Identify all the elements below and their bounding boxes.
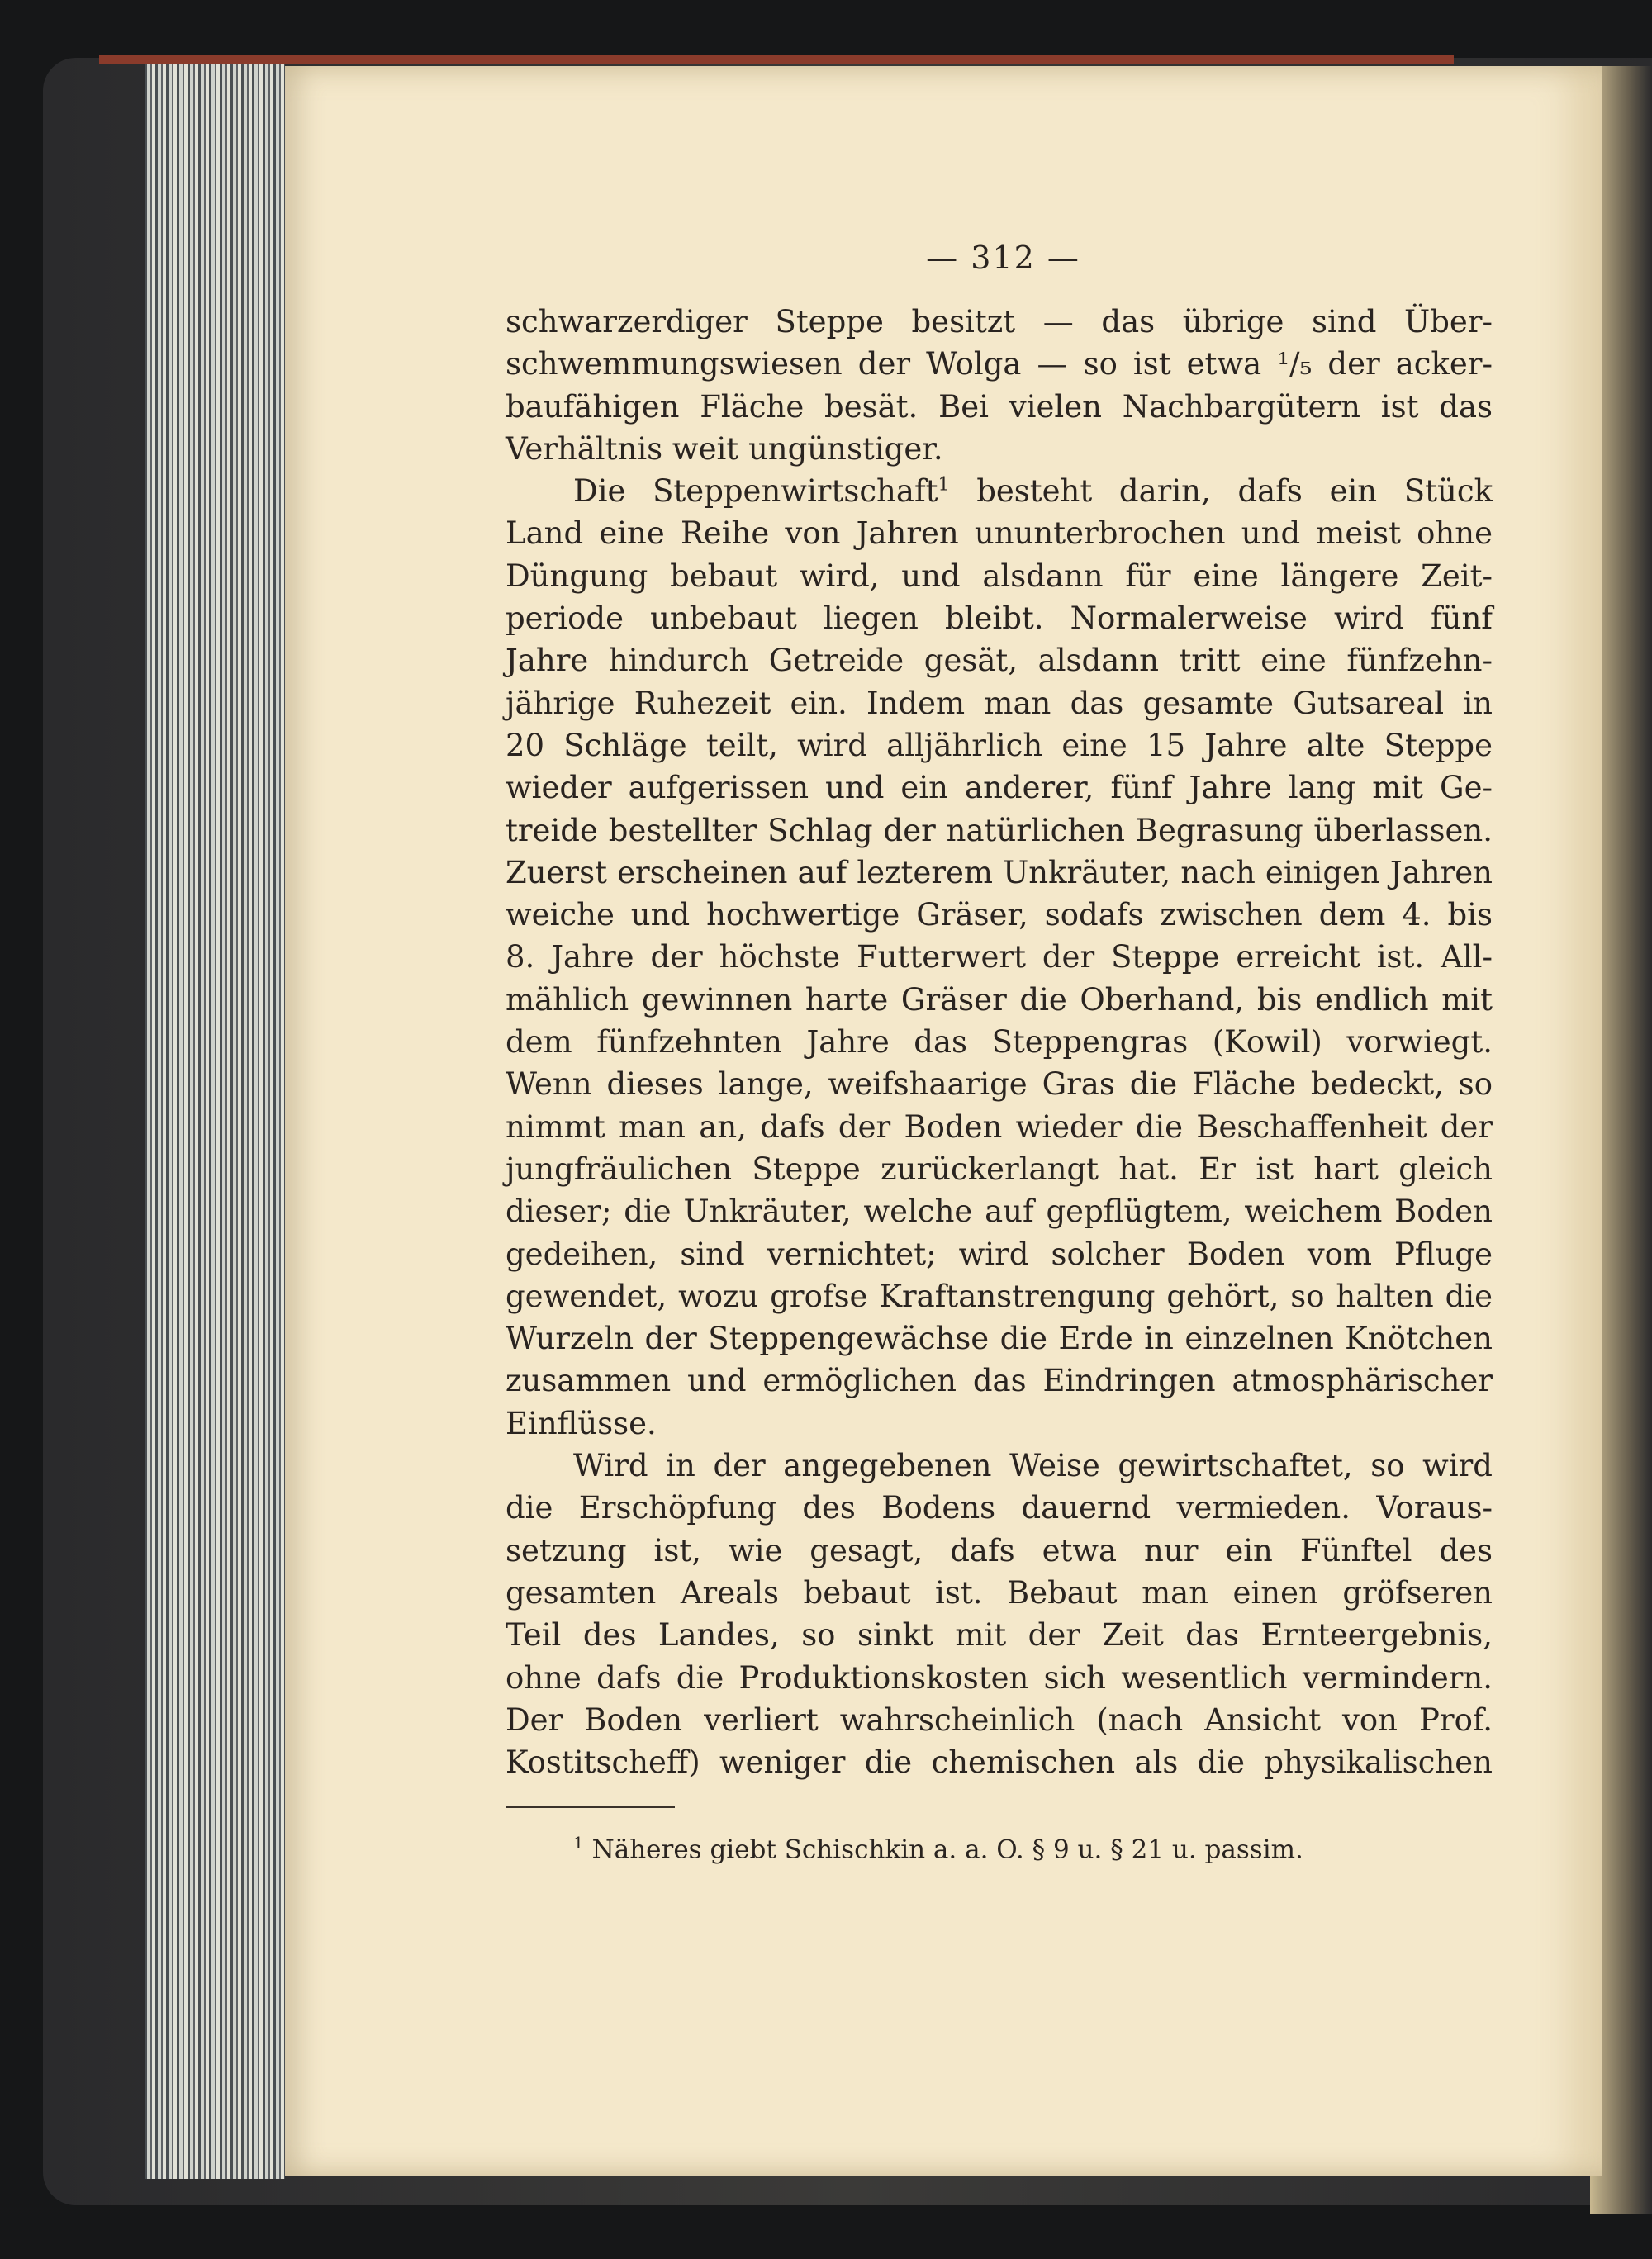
- footnote-text: Näheres giebt Schischkin a. a. O. § 9 u. § 21 u. passim.: [591, 1834, 1303, 1865]
- text-line: treide bestellter Schlag der natürlichen Begrasung überlassen.: [506, 812, 1493, 848]
- text-line: ohne dafs die Produktionskosten sich wesentlich vermindern.: [506, 1659, 1493, 1696]
- text-line: weiche und hochwertige Gräser, sodafs zwischen dem 4. bis: [506, 897, 1493, 933]
- text-line: jungfräulichen Steppe zurückerlangt hat. Er ist hart gleich: [506, 1151, 1493, 1187]
- text-line: Teil des Landes, so sinkt mit der Zeit das Ernteergebnis,: [506, 1617, 1493, 1654]
- text-line: Wurzeln der Steppengewächse die Erde in einzelnen Knötchen: [506, 1321, 1493, 1357]
- footnote-mark: 1: [573, 1833, 584, 1853]
- text-line: Der Boden verliert wahrscheinlich (nach Ansicht von Prof.: [506, 1701, 1493, 1738]
- text-line: jährige Ruhezeit ein. Indem man das gesamte Gutsareal in: [506, 685, 1493, 721]
- cover-edge-binding: [99, 55, 1454, 64]
- text-line: Kostitscheff) weniger die chemischen als die physikalischen: [506, 1744, 1493, 1781]
- text-line: 8. Jahre der höchste Futterwert der Steppe erreicht ist. All-: [506, 939, 1493, 975]
- footnote-divider: [506, 1806, 675, 1808]
- page-text-block: [506, 240, 1493, 1867]
- text-line: setzung ist, wie gesagt, dafs etwa nur ein Fünftel des: [506, 1532, 1493, 1568]
- footnote-reference: 1: [938, 474, 950, 496]
- text-segment: Die Steppenwirtschaft: [573, 473, 938, 510]
- footnote: [506, 1826, 1493, 1866]
- text-line-with-footnote: [506, 470, 1493, 512]
- text-line: Wird in der angegebenen Weise gewirtschaftet, so wird: [573, 1448, 1493, 1484]
- text-line: 20 Schläge teilt, wird alljährlich eine 15 Jahre alte Steppe: [506, 727, 1493, 763]
- text-line: gesamten Areals bebaut ist. Bebaut man einen gröfseren: [506, 1574, 1493, 1611]
- text-line: Zuerst erscheinen auf lezterem Unkräuter, nach einigen Jahren: [506, 854, 1493, 890]
- text-line: Wenn dieses lange, weifshaarige Gras die Fläche bedeckt, so: [506, 1066, 1493, 1103]
- text-line: zusammen und ermöglichen das Eindringen atmosphärischer: [506, 1363, 1493, 1399]
- text-line: wieder aufgerissen und ein anderer, fünf Jahre lang mit Ge-: [506, 770, 1493, 806]
- text-segment: besteht darin, dafs ein Stück: [976, 473, 1493, 510]
- text-line: Jahre hindurch Getreide gesät, alsdann tritt eine fünfzehn-: [506, 643, 1493, 679]
- text-line: schwemmungswiesen der Wolga — so ist etwa ¹/₅ der acker-: [506, 346, 1493, 382]
- text-line: Düngung bebaut wird, und alsdann für eine längere Zeit-: [506, 558, 1493, 594]
- page-edges: [145, 64, 285, 2179]
- text-line: Einflüsse.: [506, 1405, 657, 1441]
- text-line: dem fünfzehnten Jahre das Steppengras (Kowil) vorwiegt.: [506, 1024, 1493, 1061]
- text-line: nimmt man an, dafs der Boden wieder die Beschaffenheit der: [506, 1108, 1493, 1145]
- text-line: baufähigen Fläche besät. Bei vielen Nachbargütern ist das: [506, 388, 1493, 425]
- text-line: Verhältnis weit ungünstiger.: [506, 430, 943, 467]
- text-line: gewendet, wozu grofse Kraftanstrengung gehört, so halten die: [506, 1278, 1493, 1314]
- text-line: periode unbebaut liegen bleibt. Normalerweise wird fünf: [506, 600, 1493, 637]
- text-line: dieser; die Unkräuter, welche auf gepflügtem, weichem Boden: [506, 1194, 1493, 1230]
- text-line: mählich gewinnen harte Gräser die Oberhand, bis endlich mit: [506, 981, 1493, 1018]
- page-number: — 312 —: [926, 240, 1080, 276]
- text-line: schwarzerdiger Steppe besitzt — das übrige sind Über-: [506, 304, 1493, 339]
- text-line: die Erschöpfung des Bodens dauernd vermieden. Voraus-: [506, 1490, 1493, 1526]
- text-line: gedeihen, sind vernichtet; wird solcher Boden vom Pfluge: [506, 1236, 1493, 1272]
- text-line: Land eine Reihe von Jahren ununterbrochen und meist ohne: [506, 515, 1493, 552]
